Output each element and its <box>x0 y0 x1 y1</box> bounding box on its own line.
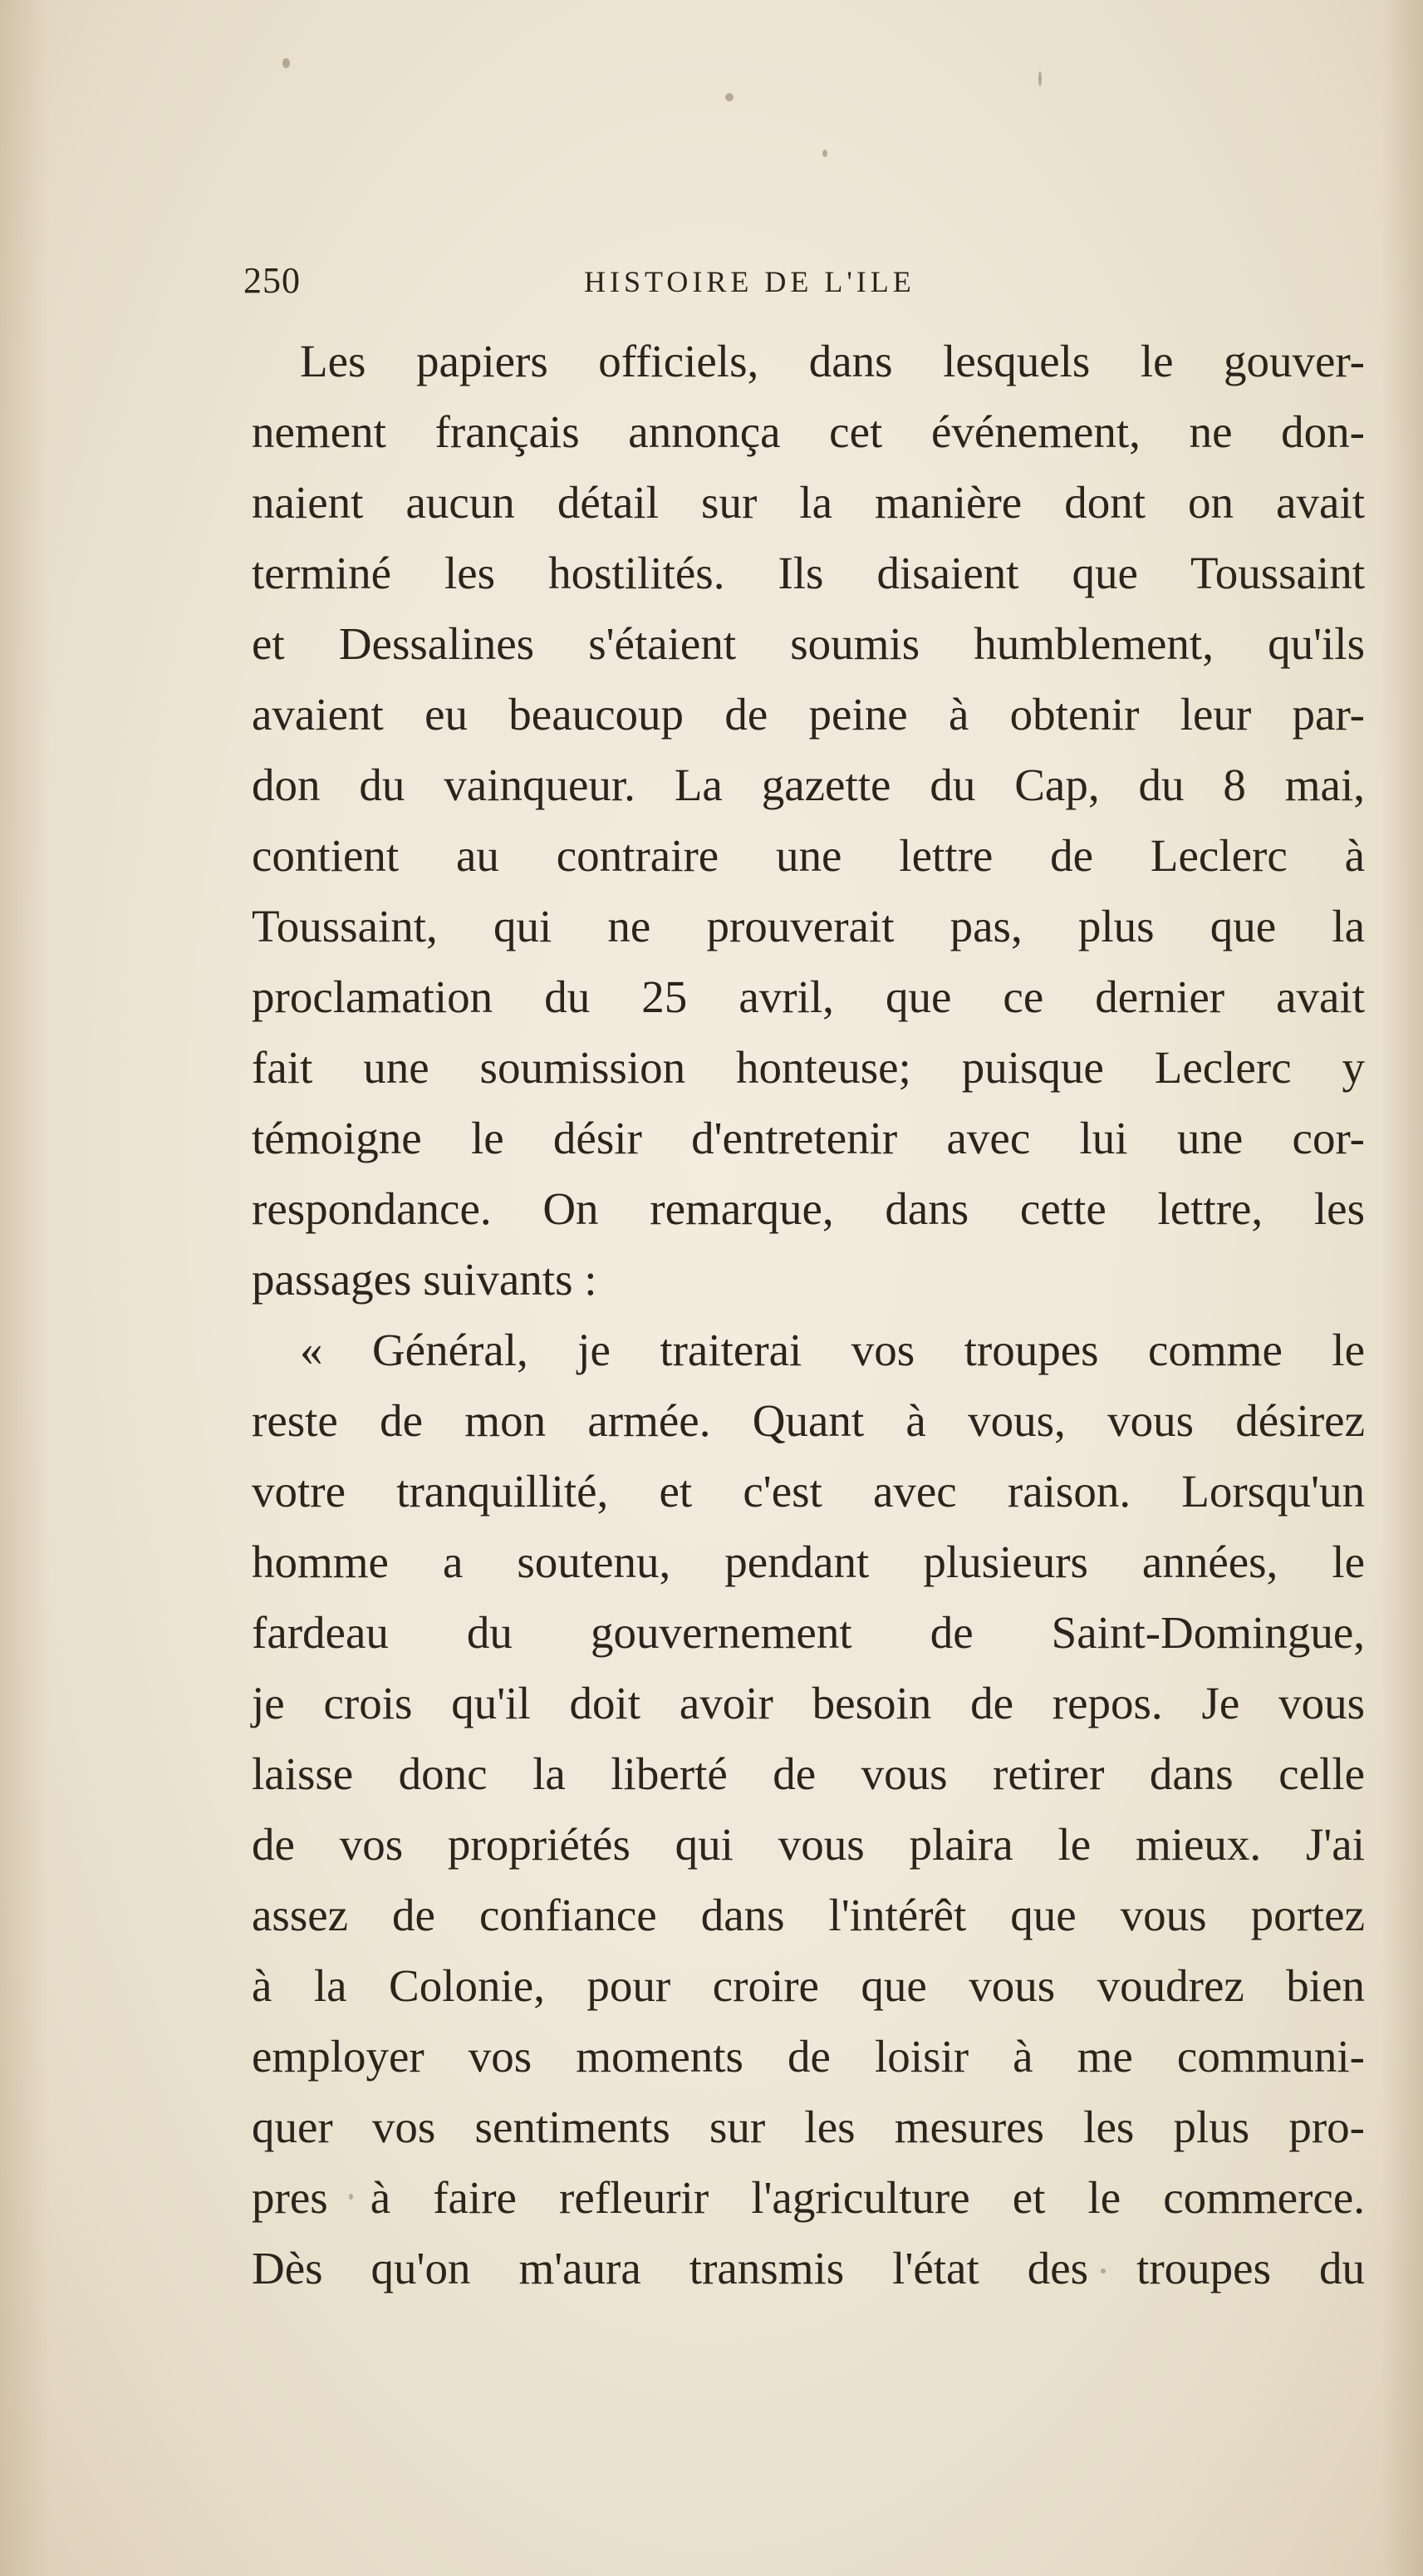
running-head: HISTOIRE DE L'ILE <box>584 265 915 298</box>
page-edge-shadow-left <box>0 0 50 2576</box>
page-edge-shadow-right <box>1381 0 1423 2576</box>
text-line: contient au contraire une lettre de Leclerc à <box>252 830 1365 881</box>
text-line: nement français annonça cet événement, ne don- <box>252 406 1365 457</box>
text-line: à la Colonie, pour croire que vous voudrez bien <box>252 1960 1365 2011</box>
page-number: 250 <box>243 260 301 301</box>
text-line: fait une soumission honteuse; puisque Leclerc y <box>252 1042 1365 1093</box>
text-line: Dès qu'on m'aura transmis l'état des troupes du <box>252 2243 1365 2293</box>
text-line: reste de mon armée. Quant à vous, vous désirez <box>252 1395 1365 1446</box>
text-line: naient aucun détail sur la manière dont on avait <box>252 477 1365 528</box>
text-line: avaient eu beaucoup de peine à obtenir leur par- <box>252 689 1365 740</box>
page-header <box>243 259 1357 309</box>
text-line: et Dessalines s'étaient soumis humblement, qu'ils <box>252 618 1365 669</box>
paragraph-2-quotation <box>252 1315 1365 2303</box>
paragraph-1 <box>252 326 1365 1315</box>
text-line: don du vainqueur. La gazette du Cap, du 8 mai, <box>252 760 1365 810</box>
paper-speck <box>1038 71 1042 86</box>
text-line: assez de confiance dans l'intérêt que vous portez <box>252 1890 1365 1940</box>
text-line: pres à faire refleurir l'agriculture et le commerce. <box>252 2172 1365 2223</box>
text-line: proclamation du 25 avril, que ce dernier avait <box>252 971 1365 1022</box>
paper-speck <box>282 58 290 68</box>
paper-speck <box>822 150 827 157</box>
text-line: homme a soutenu, pendant plusieurs années, le <box>252 1536 1365 1587</box>
text-line: « Général, je traiterai vos troupes comme le <box>300 1325 1365 1375</box>
text-line: passages suivants : <box>252 1254 597 1305</box>
paper-speck <box>725 93 734 101</box>
text-line: laisse donc la liberté de vous retirer dans celle <box>252 1748 1365 1799</box>
text-line: terminé les hostilités. Ils disaient que Toussaint <box>252 548 1365 598</box>
text-line: de vos propriétés qui vous plaira le mieux. J'ai <box>252 1819 1365 1870</box>
text-line: respondance. On remarque, dans cette lettre, les <box>252 1183 1365 1234</box>
text-line: quer vos sentiments sur les mesures les plus pro- <box>252 2102 1365 2152</box>
text-line: Toussaint, qui ne prouverait pas, plus que la <box>252 901 1365 951</box>
text-line: employer vos moments de loisir à me communi- <box>252 2031 1365 2082</box>
text-line: Les papiers officiels, dans lesquels le gouver- <box>300 336 1365 386</box>
body-text <box>252 326 1365 2303</box>
text-line: je crois qu'il doit avoir besoin de repos. Je vous <box>252 1678 1365 1728</box>
text-line: fardeau du gouvernement de Saint-Domingue, <box>252 1607 1365 1658</box>
text-line: témoigne le désir d'entretenir avec lui une cor- <box>252 1113 1365 1163</box>
text-line: votre tranquillité, et c'est avec raison. Lorsqu'un <box>252 1466 1365 1517</box>
